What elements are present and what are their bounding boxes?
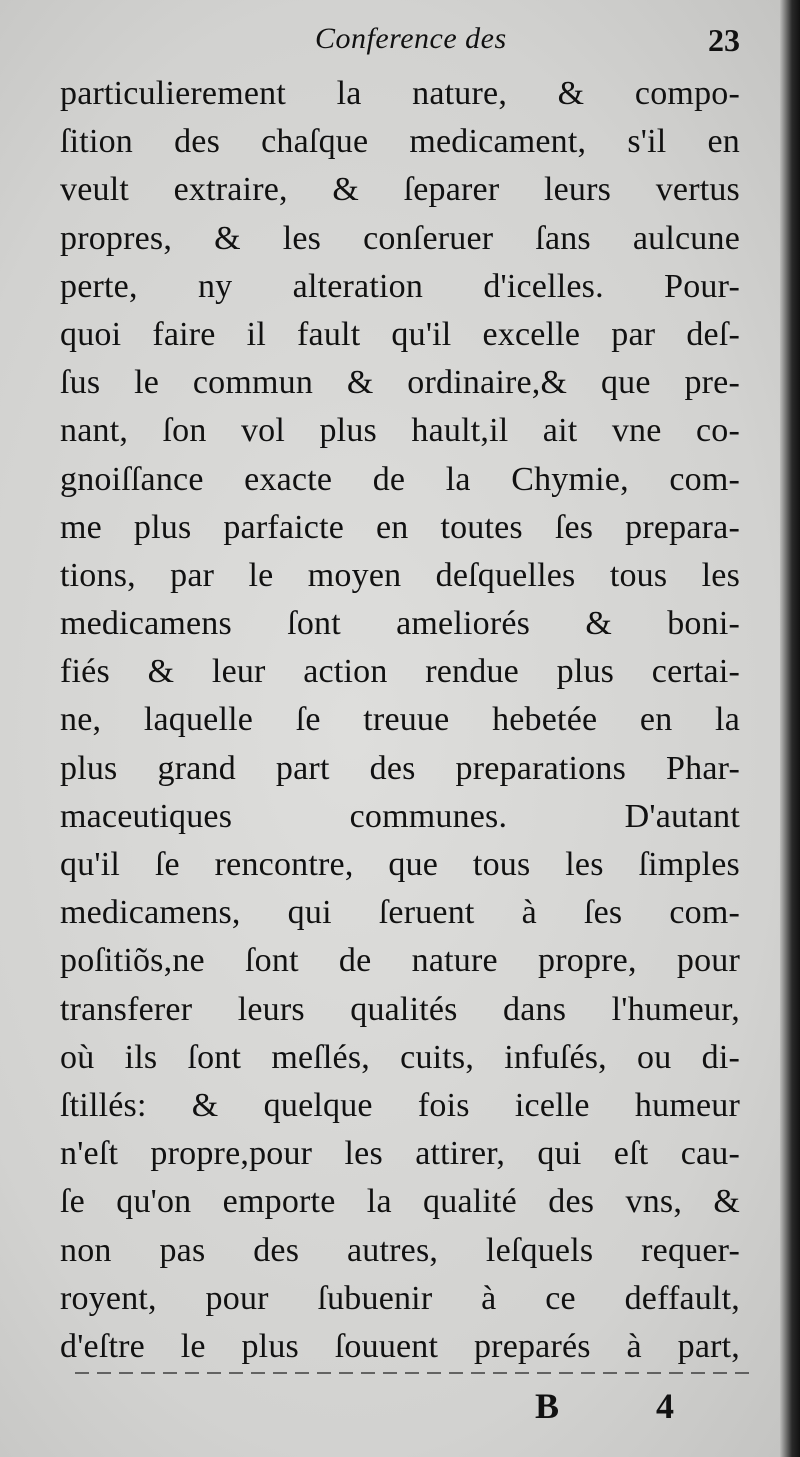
running-title: Conference des [315,22,507,55]
text-line: medicamens ſont ameliorés & boni- [60,605,740,643]
text-line: particulierement la nature, & compo- [60,75,740,112]
text-line: ſtillés: & quelque fois icelle humeur [60,1086,740,1124]
signature-mark: B 4 [535,1386,719,1426]
text-line: nant, ſon vol plus hault,il ait vne co- [60,412,740,450]
text-line: veult extraire, & ſeparer leurs vertus [60,171,740,209]
text-line: ne, laquelle ſe treuue hebetée en la [60,701,740,739]
text-line: fiés & leur action rendue plus certai- [60,653,740,691]
page-edge [780,0,800,1457]
text-line: transferer leurs qualités dans l'humeur, [60,990,740,1028]
page-header [60,22,740,62]
text-line: perte, ny alteration d'icelles. Pour- [60,267,740,305]
text-line: d'eſtre le plus ſouuent preparés à part, [60,1327,740,1365]
text-line: ſus le commun & ordinaire,& que pre- [60,364,740,402]
text-line: n'eſt propre,pour les attirer, qui eſt cau- [60,1135,740,1173]
text-line: qu'il ſe rencontre, que tous les ſimples [60,846,740,883]
body-text [60,70,740,1371]
page-footer [0,1385,780,1435]
text-line: où ils ſont meſlés, cuits, infuſés, ou di- [60,1038,740,1076]
text-line: royent, pour ſubuenir à ce deffault, [60,1279,740,1317]
text-line: me plus parfaicte en toutes ſes prepara- [60,508,740,546]
text-line: ſe qu'on emporte la qualité des vns, & [60,1183,740,1221]
text-line: quoi faire il fault qu'il excelle par deſ- [60,315,740,353]
text-line: poſitiõs,ne ſont de nature propre, pour [60,942,740,980]
text-line: ſition des chaſque medicament, s'il en [60,123,740,161]
text-line: gnoiſſance exacte de la Chymie, com- [60,460,740,498]
rule-line [75,1372,755,1374]
text-line: propres, & les conſeruer ſans aulcune [60,219,740,257]
text-line: plus grand part des preparations Phar- [60,749,740,787]
text-line: medicamens, qui ſeruent à ſes com- [60,894,740,932]
text-line: non pas des autres, leſquels requer- [60,1231,740,1269]
page-number: 23 [708,22,740,58]
text-line: tions, par le moyen deſquelles tous les [60,556,740,594]
text-line: maceutiques communes. D'autant [60,797,740,835]
